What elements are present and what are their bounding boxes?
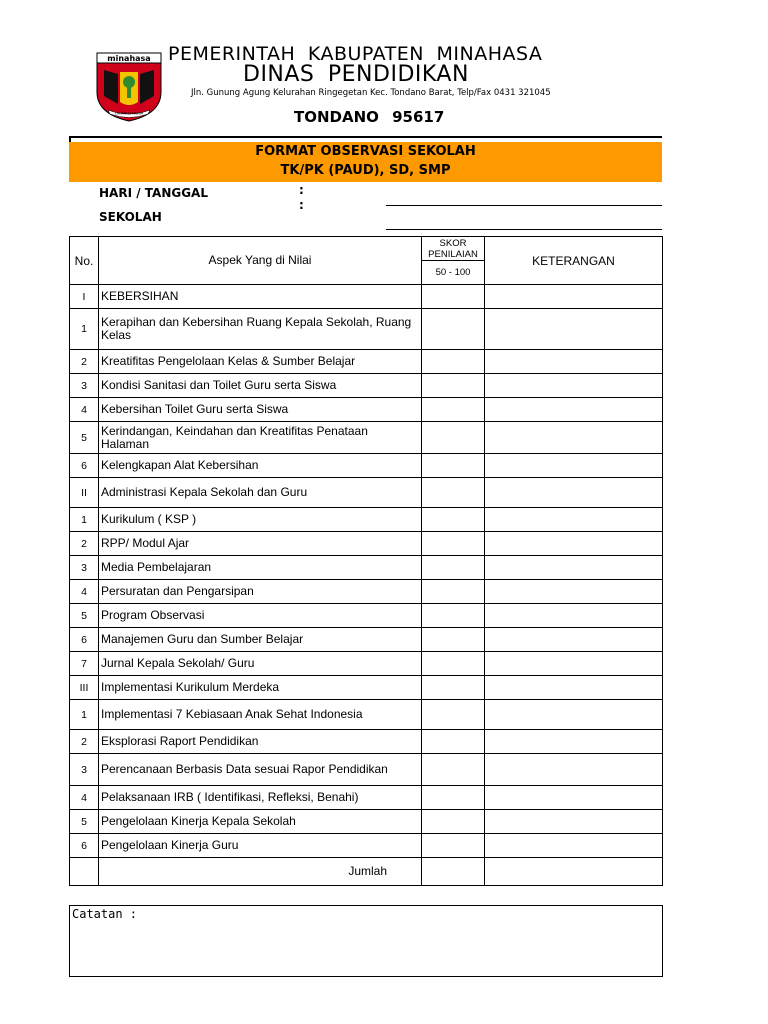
row-aspect: Kurikulum ( KSP ) [99, 508, 422, 532]
notes-label: Catatan : [72, 907, 138, 921]
row-number: I [70, 285, 99, 309]
row-notes-cell[interactable] [485, 398, 663, 422]
row-aspect: KEBERSIHAN [99, 285, 422, 309]
table-row [70, 454, 663, 478]
total-number-cell [70, 858, 99, 886]
row-score-cell[interactable] [422, 700, 485, 730]
table-row [70, 652, 663, 676]
total-notes-cell[interactable] [485, 858, 663, 886]
row-score-cell[interactable] [422, 834, 485, 858]
header-notes: KETERANGAN [485, 237, 663, 285]
row-aspect: Kelengkapan Alat Kebersihan [99, 454, 422, 478]
row-score-cell[interactable] [422, 652, 485, 676]
row-aspect: Pengelolaan Kinerja Kepala Sekolah [99, 810, 422, 834]
header-score-range: 50 - 100 [422, 261, 485, 285]
total-row [70, 858, 663, 886]
row-number: 5 [70, 604, 99, 628]
date-colon: : [299, 183, 304, 197]
row-aspect: Implementasi 7 Kebiasaan Anak Sehat Indonesia [99, 700, 422, 730]
logo-motto: CAHAYA LI MAESA [114, 111, 144, 116]
form-subtitle: TK/PK (PAUD), SD, SMP [280, 163, 451, 178]
school-fill-line[interactable] [386, 229, 662, 230]
header-score-line1: SKOR [439, 237, 467, 249]
row-notes-cell[interactable] [485, 786, 663, 810]
dept-title: DINAS PENDIDIKAN [243, 62, 469, 87]
row-aspect: Persuratan dan Pengarsipan [99, 580, 422, 604]
row-notes-cell[interactable] [485, 422, 663, 454]
row-notes-cell[interactable] [485, 628, 663, 652]
row-notes-cell[interactable] [485, 580, 663, 604]
table-row [70, 676, 663, 700]
row-aspect: Eksplorasi Raport Pendidikan [99, 730, 422, 754]
row-score-cell[interactable] [422, 422, 485, 454]
row-number: 7 [70, 652, 99, 676]
header-score-line2: PENILAIAN [428, 248, 478, 260]
row-score-cell[interactable] [422, 532, 485, 556]
row-number: 2 [70, 350, 99, 374]
table-row [70, 478, 663, 508]
row-number: 1 [70, 700, 99, 730]
row-score-cell[interactable] [422, 730, 485, 754]
row-score-cell[interactable] [422, 350, 485, 374]
form-title: FORMAT OBSERVASI SEKOLAH [255, 144, 476, 159]
row-number: 1 [70, 508, 99, 532]
row-score-cell[interactable] [422, 454, 485, 478]
row-notes-cell[interactable] [485, 508, 663, 532]
row-score-cell[interactable] [422, 810, 485, 834]
row-notes-cell[interactable] [485, 478, 663, 508]
table-row [70, 580, 663, 604]
row-aspect: Pengelolaan Kinerja Guru [99, 834, 422, 858]
date-fill-line[interactable] [386, 205, 662, 206]
row-notes-cell[interactable] [485, 556, 663, 580]
row-aspect: Administrasi Kepala Sekolah dan Guru [99, 478, 422, 508]
table-row [70, 508, 663, 532]
row-notes-cell[interactable] [485, 285, 663, 309]
address-line: Jln. Gunung Agung Kelurahan Ringegetan Kec. Tondano Barat, Telp/Fax 0431 321045 [191, 88, 551, 98]
row-notes-cell[interactable] [485, 604, 663, 628]
row-number: 6 [70, 628, 99, 652]
row-score-cell[interactable] [422, 398, 485, 422]
table-row [70, 730, 663, 754]
table-header-row [70, 237, 663, 261]
row-notes-cell[interactable] [485, 350, 663, 374]
row-score-cell[interactable] [422, 478, 485, 508]
row-notes-cell[interactable] [485, 532, 663, 556]
form-title-banner [69, 142, 662, 182]
row-notes-cell[interactable] [485, 652, 663, 676]
row-aspect: Manajemen Guru dan Sumber Belajar [99, 628, 422, 652]
total-score-cell[interactable] [422, 858, 485, 886]
row-number: 3 [70, 754, 99, 786]
row-aspect: Kreatifitas Pengelolaan Kelas & Sumber Belajar [99, 350, 422, 374]
school-colon: : [299, 198, 304, 212]
total-label: Jumlah [99, 858, 422, 886]
table-row [70, 532, 663, 556]
row-number: 4 [70, 398, 99, 422]
header-score [422, 237, 485, 261]
row-notes-cell[interactable] [485, 700, 663, 730]
table-row [70, 786, 663, 810]
date-label: HARI / TANGGAL [99, 186, 208, 200]
header-divider [69, 136, 662, 138]
row-aspect: Program Observasi [99, 604, 422, 628]
row-score-cell[interactable] [422, 374, 485, 398]
row-number: 5 [70, 810, 99, 834]
row-aspect: Kerapihan dan Kebersihan Ruang Kepala Sekolah, Ruang Kelas [99, 309, 422, 350]
row-score-cell[interactable] [422, 754, 485, 786]
notes-box[interactable] [69, 905, 663, 977]
row-number: 3 [70, 556, 99, 580]
table-row [70, 810, 663, 834]
table-row [70, 556, 663, 580]
table-row [70, 700, 663, 730]
row-number: 4 [70, 580, 99, 604]
table-row [70, 604, 663, 628]
org-title: PEMERINTAH KABUPATEN MINAHASA [168, 43, 543, 65]
city-postcode: TONDANO 95617 [294, 108, 445, 126]
row-number: 6 [70, 454, 99, 478]
header-aspect: Aspek Yang di Nilai [99, 237, 422, 285]
row-aspect: Pelaksanaan IRB ( Identifikasi, Refleksi, Benahi) [99, 786, 422, 810]
row-number: III [70, 676, 99, 700]
row-number: 1 [70, 309, 99, 350]
row-score-cell[interactable] [422, 786, 485, 810]
row-notes-cell[interactable] [485, 730, 663, 754]
row-score-cell[interactable] [422, 580, 485, 604]
header-no: No. [70, 237, 99, 285]
row-aspect: Kondisi Sanitasi dan Toilet Guru serta Siswa [99, 374, 422, 398]
row-aspect: Kerindangan, Keindahan dan Kreatifitas Penataan Halaman [99, 422, 422, 454]
row-number: II [70, 478, 99, 508]
school-label: SEKOLAH [99, 210, 162, 224]
table-row [70, 754, 663, 786]
row-score-cell[interactable] [422, 508, 485, 532]
row-aspect: Jurnal Kepala Sekolah/ Guru [99, 652, 422, 676]
row-score-cell[interactable] [422, 309, 485, 350]
row-number: 5 [70, 422, 99, 454]
row-number: 4 [70, 786, 99, 810]
row-score-cell[interactable] [422, 628, 485, 652]
table-row [70, 834, 663, 858]
row-aspect: RPP/ Modul Ajar [99, 532, 422, 556]
row-notes-cell[interactable] [485, 810, 663, 834]
row-notes-cell[interactable] [485, 309, 663, 350]
row-aspect: Perencanaan Berbasis Data sesuai Rapor Pendidikan [99, 754, 422, 786]
row-score-cell[interactable] [422, 556, 485, 580]
row-score-cell[interactable] [422, 676, 485, 700]
row-aspect: Implementasi Kurikulum Merdeka [99, 676, 422, 700]
table-row [70, 285, 663, 309]
logo-text: minahasa [107, 54, 151, 63]
row-score-cell[interactable] [422, 285, 485, 309]
row-notes-cell[interactable] [485, 374, 663, 398]
row-number: 2 [70, 730, 99, 754]
table-row [70, 422, 663, 454]
table-row [70, 374, 663, 398]
row-notes-cell[interactable] [485, 754, 663, 786]
row-notes-cell[interactable] [485, 834, 663, 858]
table-row [70, 398, 663, 422]
row-aspect: Kebersihan Toilet Guru serta Siswa [99, 398, 422, 422]
row-aspect: Media Pembelajaran [99, 556, 422, 580]
observation-table [69, 236, 663, 886]
row-number: 2 [70, 532, 99, 556]
row-number: 3 [70, 374, 99, 398]
row-number: 6 [70, 834, 99, 858]
regency-logo [96, 52, 162, 122]
row-score-cell[interactable] [422, 604, 485, 628]
row-notes-cell[interactable] [485, 454, 663, 478]
table-row [70, 628, 663, 652]
table-row [70, 350, 663, 374]
row-notes-cell[interactable] [485, 676, 663, 700]
table-row [70, 309, 663, 350]
